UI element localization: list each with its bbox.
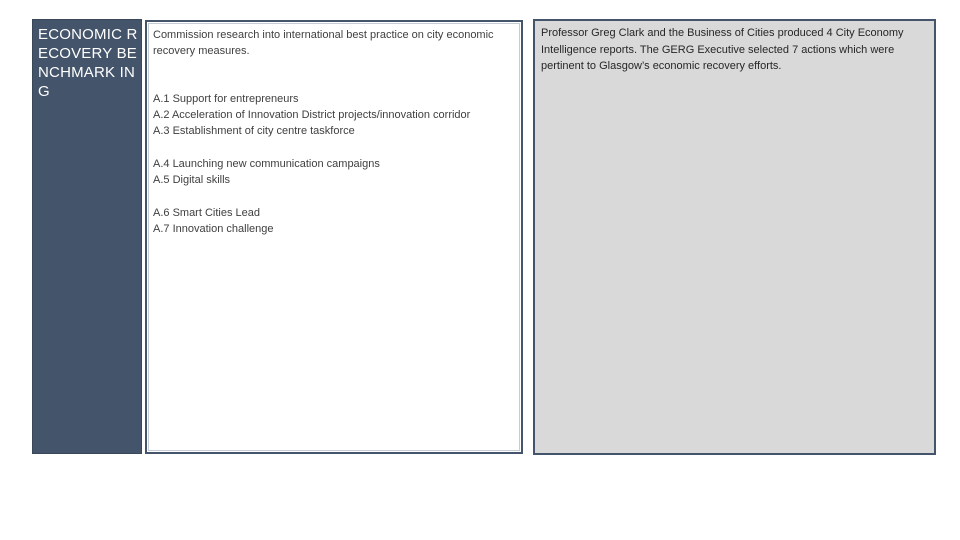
action-item: A.1 Support for entrepreneurs	[153, 93, 299, 105]
actions-text	[153, 27, 503, 237]
summary-panel	[533, 19, 936, 455]
action-item: A.7 Innovation challenge	[153, 223, 274, 235]
intro-text: Commission research into international best practice on city economic recovery measures.	[153, 29, 494, 57]
action-item: A.4 Launching new communication campaigns	[153, 158, 380, 170]
action-item: A.2 Acceleration of Innovation District projects/innovation corridor	[153, 109, 471, 121]
section-sidebar	[32, 19, 142, 454]
summary-text: Professor Greg Clark and the Business of Cities produced 4 City Economy Intelligence reports. The GERG Executive selected 7 actions which were pertinent to Glasgow’s economic recovery efforts.	[541, 27, 904, 72]
actions-panel	[145, 20, 523, 454]
action-item: A.5 Digital skills	[153, 174, 231, 186]
section-title: ECONOMIC RECOVERY BENCHMARK ING	[38, 26, 138, 100]
action-item: A.6 Smart Cities Lead	[153, 207, 260, 219]
action-item: A.3 Establishment of city centre taskforce	[153, 125, 355, 137]
